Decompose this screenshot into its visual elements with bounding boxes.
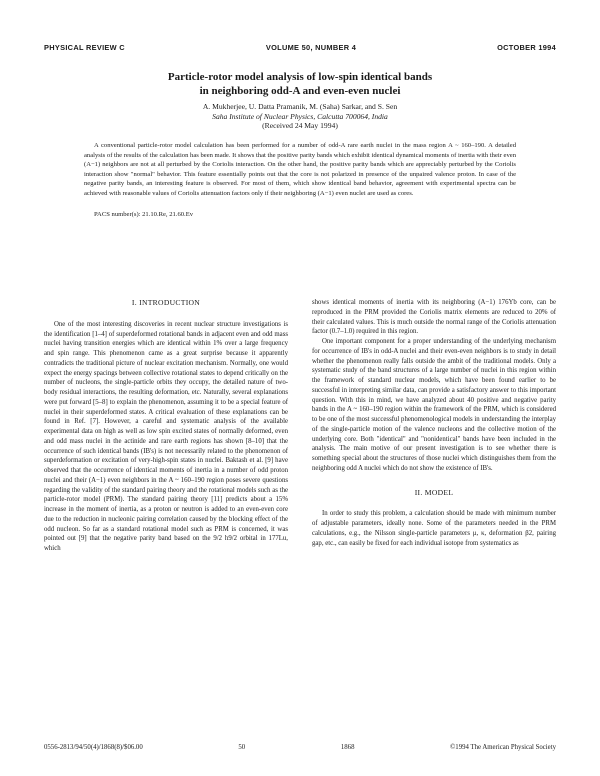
- author-block: [60, 102, 540, 131]
- title-line-1: Particle-rotor model analysis of low-spin identical bands: [167, 71, 433, 83]
- section-heading-model: II. MODEL: [414, 487, 454, 497]
- page-footer: [44, 744, 556, 751]
- intro-paragraph-1-continued: shows identical moments of inertia with its neighboring (A−1) 176Yb core, can be reproduced in the PRM provided the Coriolis matrix elements are reduced to 20% of their calculated values. This is much outside the normal range of the Coriolis attenuation factor (0.7–1.0) required in this region.: [312, 299, 556, 336]
- page-number: 1868: [340, 744, 355, 751]
- volume-number: VOLUME 50, NUMBER 4: [265, 43, 357, 52]
- author-affiliation: Saha Institute of Nuclear Physics, Calcutta 700064, India: [212, 111, 388, 121]
- footer-volume: 50: [238, 744, 246, 751]
- author-names: A. Mukherjee, U. Datta Pramanik, M. (Saha) Sarkar, and S. Sen: [202, 102, 398, 111]
- model-paragraph-1: In order to study this problem, a calculation should be made with minimum number of adjustable parameters, ideally none. Some of the parameters needed in the PRM calculations, e.g., the Nilsson single-particle parameters μ, κ, deformation β2, pairing gap, etc., can easily be fixed for each individual isotope from systematics as: [312, 510, 556, 547]
- left-column: [44, 298, 288, 554]
- copyright-notice: ©1994 The American Physical Society: [450, 744, 556, 751]
- received-date: (Received 24 May 1994): [262, 121, 338, 131]
- paper-title: [60, 70, 540, 98]
- intro-paragraph-1: One of the most interesting discoveries in recent nuclear structure investigations is the identification [1–4] of superdeformed rotational bands in adjacent even and odd mass nuclei having transition energies which are identical within 1% over a large frequency and spin range. This phenomenon came as a great surprise because it apparently contradicts the traditional picture of nuclear excitation mechanism. Normally, one would expect the energy spacings between collective rotational states to depend critically on the number of nucleons, the single-particle orbits they occupy, the detailed nature of two-body residual interactions, the resulting deformation, etc. Naturally, several explanations were put forward [5–8] to explain the phenomenon, assuming it to be a special feature of nuclei in their superdeformed states. A critical evaluation of these explanations can be found in Ref. [7]. However, a careful and systematic analysis of the available experimental data on high as well as low spin excited states of normally deformed, even and odd mass nuclei in the actinide and rare earth regions has shown [8–10] that the occurrence of such identical bands (IB's) is not necessarily related to the phenomenon of superdeformation or excitation of very-high-spin states in nuclei. Baktash et al. [9] have observed that the occurrence of identical moments of inertia in a number of odd proton nuclei and their (A−1) even neighbors in the A ~ 160–190 region poses severe questions regarding the validity of the standard pairing theory and the rotational models such as the particle-rotor model (PRM). The standard pairing theory [11] predicts about a 15% increase in the moment of inertia, as a proton or neutron is added to an even-even core due to the reduction in nucleonic pairing correlation caused by the blocking effect of the odd nucleon. So far as a standard rotational model such as PRM is concerned, it was pointed out [9] that the negative parity band based on the 9/2 h9/2 orbital in 177Lu, which: [44, 320, 288, 552]
- pacs-numbers: PACS number(s): 21.10.Re, 21.60.Ev: [94, 210, 194, 218]
- running-header: [44, 43, 556, 52]
- issn-code: 0556-2813/94/50(4)/1868(8)/$06.00: [44, 744, 143, 751]
- intro-paragraph-2: One important component for a proper understanding of the underlying mechanism for occurrence of IB's in odd-A nuclei and their even-even neighbors is to study in detail whether the phenomenon really falls outside the ambit of the traditional models. Only a systematic study of the band structures of a large number of nuclei in this region within the framework of standard nuclear models, which have been found earlier to be successful in interpreting similar data, can provide a satisfactory answer to this important question. With this in mind, we have analyzed about 40 positive and negative parity bands in the A ~ 160–190 region within the framework of the PRM, which is considered to be one of the most successful phenomenological models in understanding the interplay of the single-particle motion of the valence nucleons and the collective motion of the underlying core. Both "identical" and "nonidentical" bands have been included in the analysis. The main motive of our present investigation is to see whether there is something special about the structures of those nuclei which distinguishes them from the neighboring odd A nuclei which do not show the existence of IB's.: [312, 338, 556, 472]
- section-heading-introduction: I. INTRODUCTION: [131, 298, 201, 307]
- title-line-2: in neighboring odd-A and even-even nuclei: [199, 85, 401, 97]
- journal-name: PHYSICAL REVIEW C: [44, 43, 125, 52]
- issue-date: OCTOBER 1994: [497, 43, 556, 52]
- abstract-text: A conventional particle-rotor model calculation has been performed for a number of odd-A rare earth nuclei in the mass region A ~ 160–190. A detailed analysis of the results of the calculation has been made. It shows that the positive parity bands which exhibit identical dynamical moments of inertia with their even (A−1) neighbors are not at all perturbed by the Coriolis interaction. On the other hand, the positive parity bands which are appreciably perturbed by the Coriolis interaction show "normal" behavior. This feature essentially points out that the core is not polarized in presence of the unpaired valence proton. In case of the negative parity bands, an interesting feature is observed. For most of them, which show identical band behavior, agreement with experimental spectra can be achieved with reasonable values of Coriolis attenuation factors only if their neighboring (A−1) even nuclei are used as cores.: [84, 142, 516, 197]
- right-column: [312, 298, 556, 548]
- abstract: [84, 141, 516, 219]
